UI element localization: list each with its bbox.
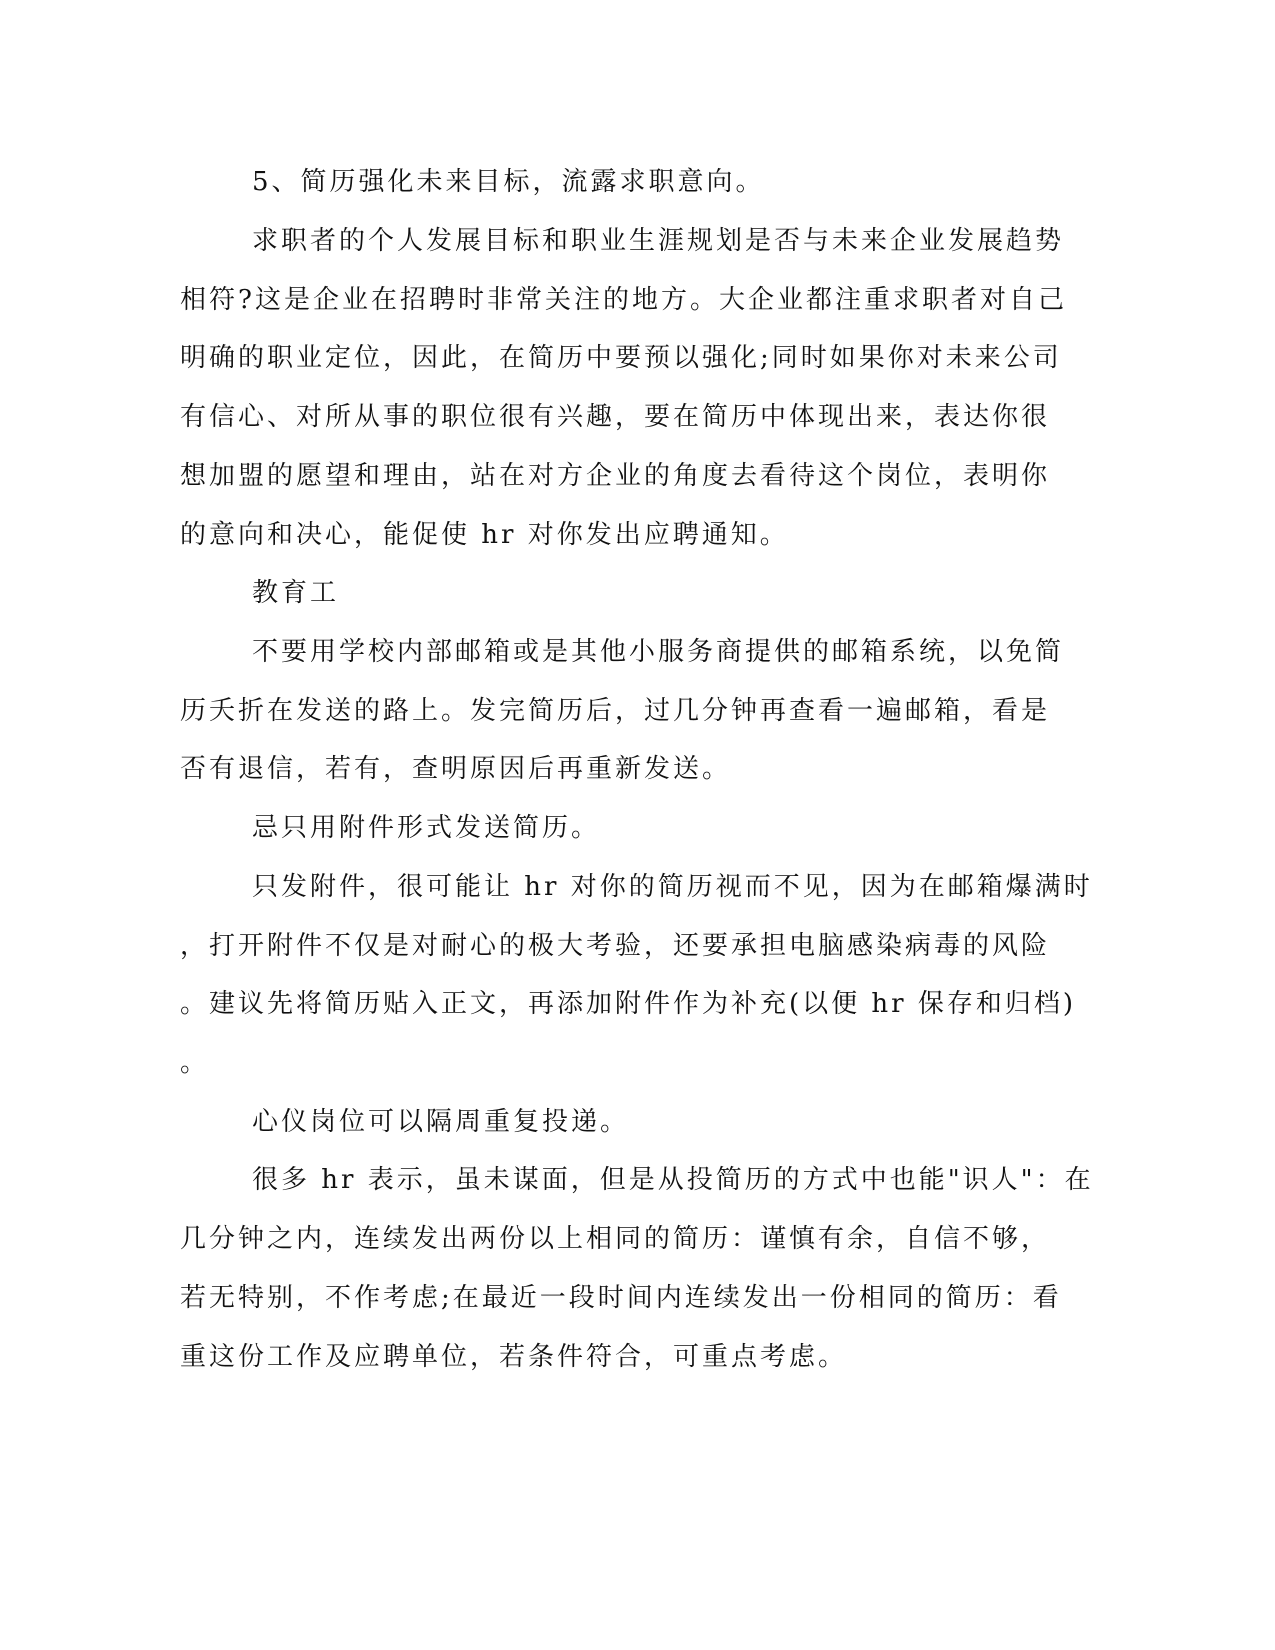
heading-line-1: 5、简历强化未来目标，流露求职意向。 <box>252 167 765 197</box>
paragraph-line-16: 。 <box>180 1048 210 1078</box>
paragraph-line-14: ，打开附件不仅是对耐心的极大考验，还要承担电脑感染病毒的风险 <box>180 931 1051 961</box>
paragraph-line-13: 只发附件，很可能让 hr 对你的简历视而不见，因为在邮箱爆满时 <box>252 872 1093 902</box>
paragraph-line-5: 有信心、对所从事的职位很有兴趣，要在简历中体现出来，表达你很 <box>180 402 1051 432</box>
paragraph-line-7: 的意向和决心，能促使 hr 对你发出应聘通知。 <box>180 520 789 550</box>
heading-line-12: 忌只用附件形式发送简历。 <box>252 813 601 843</box>
paragraph-line-9: 不要用学校内部邮箱或是其他小服务商提供的邮箱系统，以免简 <box>252 637 1065 667</box>
paragraph-line-6: 想加盟的愿望和理由，站在对方企业的角度去看待这个岗位，表明你 <box>180 461 1051 491</box>
paragraph-line-4: 明确的职业定位，因此，在简历中要预以强化;同时如果你对未来公司 <box>180 343 1062 373</box>
paragraph-line-3: 相符?这是企业在招聘时非常关注的地方。大企业都注重求职者对自己 <box>180 285 1067 315</box>
paragraph-line-2: 求职者的个人发展目标和职业生涯规划是否与未来企业发展趋势 <box>252 226 1065 256</box>
paragraph-line-20: 若无特别，不作考虑;在最近一段时间内连续发出一份相同的简历：看 <box>180 1283 1062 1313</box>
paragraph-line-19: 几分钟之内，连续发出两份以上相同的简历：谨慎有余，自信不够， <box>180 1224 1051 1254</box>
heading-line-17: 心仪岗位可以隔周重复投递。 <box>252 1107 630 1137</box>
paragraph-line-18: 很多 hr 表示，虽未谋面，但是从投简历的方式中也能"识人"：在 <box>252 1165 1094 1195</box>
paragraph-line-21: 重这份工作及应聘单位，若条件符合，可重点考虑。 <box>180 1342 848 1372</box>
paragraph-line-11: 否有退信，若有，查明原因后再重新发送。 <box>180 754 732 784</box>
paragraph-line-15: 。建议先将简历贴入正文，再添加附件作为补充(以便 hr 保存和归档) <box>180 989 1076 1019</box>
heading-line-8: 教育工 <box>252 578 340 608</box>
paragraph-line-10: 历夭折在发送的路上。发完简历后，过几分钟再查看一遍邮箱，看是 <box>180 696 1051 726</box>
